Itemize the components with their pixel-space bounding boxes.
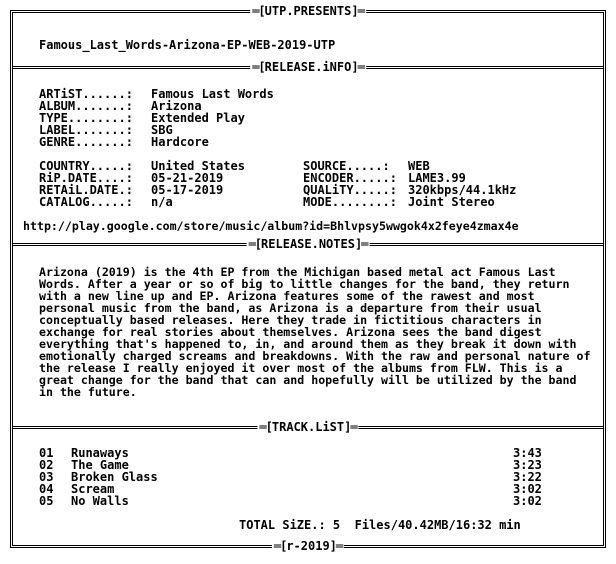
- release-notes-text: Arizona (2019) is the 4th EP from the Michigan based metal act Famous Last Words. After a year or so of big to little changes for the band, they return with a new line up and EP. Arizona features some of the rawest and most personal music from the band, as Arizona is a departure from their usual conceptually based releases. Here they trade in fictitious characters in exchange for real stories about themselves. Arizona sees the band digest everything that's happened to, in, and around them as they break it down with emotionally charged screams and breakdowns. With the raw and personal nature of the release I really enjoyed it over most of the albums from FLW. This is a great change for the band that can and hopefully will be utilized by the band in the future.: [39, 265, 591, 399]
- album-value: Arizona: [151, 99, 202, 113]
- track-time: 3:02: [513, 482, 542, 496]
- encoder-value: LAME3.99: [408, 171, 466, 185]
- mode-label: MODE........:: [303, 195, 397, 209]
- notes-header: ═[ RELEASE.NOTES ]═: [248, 237, 368, 251]
- type-value: Extended Play: [151, 111, 245, 125]
- label-label: LABEL.......:: [39, 123, 133, 137]
- tracklist-section: [13, 420, 603, 547]
- country-label: COUNTRY.....:: [39, 159, 133, 173]
- genre-label: GENRE.......:: [39, 135, 133, 149]
- catalog-value: n/a: [151, 195, 173, 209]
- info-section: [13, 60, 603, 241]
- nfo-frame: [10, 4, 606, 553]
- track-time: 3:22: [513, 470, 542, 484]
- track-num: 05: [39, 494, 54, 508]
- track-num: 02: [39, 458, 54, 472]
- ripdate-label: RiP.DATE....:: [39, 171, 133, 185]
- catalog-label: CATALOG.....:: [39, 195, 133, 209]
- track-time: 3:02: [513, 494, 542, 508]
- quality-label: QUALiTY.....:: [303, 183, 397, 197]
- type-label: TYPE........:: [39, 111, 133, 125]
- info-header: ═[ RELEASE.iNFO ]═: [252, 60, 364, 74]
- track-title: Scream: [71, 482, 115, 496]
- total-size: TOTAL SiZE.: 5 Files/40.42MB/16:32 min: [239, 518, 521, 532]
- retaildate-value: 05-17-2019: [151, 183, 224, 197]
- source-label: SOURCE.....:: [303, 159, 390, 173]
- ripdate-value: 05-21-2019: [151, 171, 224, 185]
- quality-value: 320kbps/44.1kHz: [408, 183, 517, 197]
- track-num: 03: [39, 470, 54, 484]
- track-time: 3:43: [513, 446, 542, 460]
- album-label: ALBUM.......:: [39, 99, 133, 113]
- track-title: The Game: [71, 458, 129, 472]
- store-url: http://play.google.com/store/music/album?id=Bhlvpsy5wwgok4x2feye4zmax4e: [23, 219, 519, 233]
- encoder-label: ENCODER.....:: [303, 171, 397, 185]
- artist-label: ARTiST......:: [39, 87, 133, 101]
- track-title: No Walls: [71, 494, 129, 508]
- track-num: 01: [39, 446, 54, 460]
- source-value: WEB: [408, 159, 430, 173]
- notes-section: [13, 237, 603, 426]
- genre-value: Hardcore: [151, 135, 209, 149]
- track-time: 3:23: [513, 458, 542, 472]
- track-num: 04: [39, 482, 54, 496]
- country-value: United States: [151, 159, 245, 173]
- track-title: Runaways: [71, 446, 129, 460]
- release-name: Famous_Last_Words-Arizona-EP-WEB-2019-UTP: [39, 38, 336, 52]
- artist-value: Famous Last Words: [151, 87, 274, 101]
- label-value: SBG: [151, 123, 173, 137]
- footer-tag: ═[ r-2019 ]═: [273, 539, 343, 553]
- tracks-header: ═[ TRACK.LiST ]═: [259, 420, 357, 434]
- retaildate-label: RETAiL.DATE.:: [39, 183, 133, 197]
- presents-header: ═[ UTP.PRESENTS ]═: [252, 4, 364, 18]
- track-title: Broken Glass: [71, 470, 158, 484]
- mode-value: Joint Stereo: [408, 195, 495, 209]
